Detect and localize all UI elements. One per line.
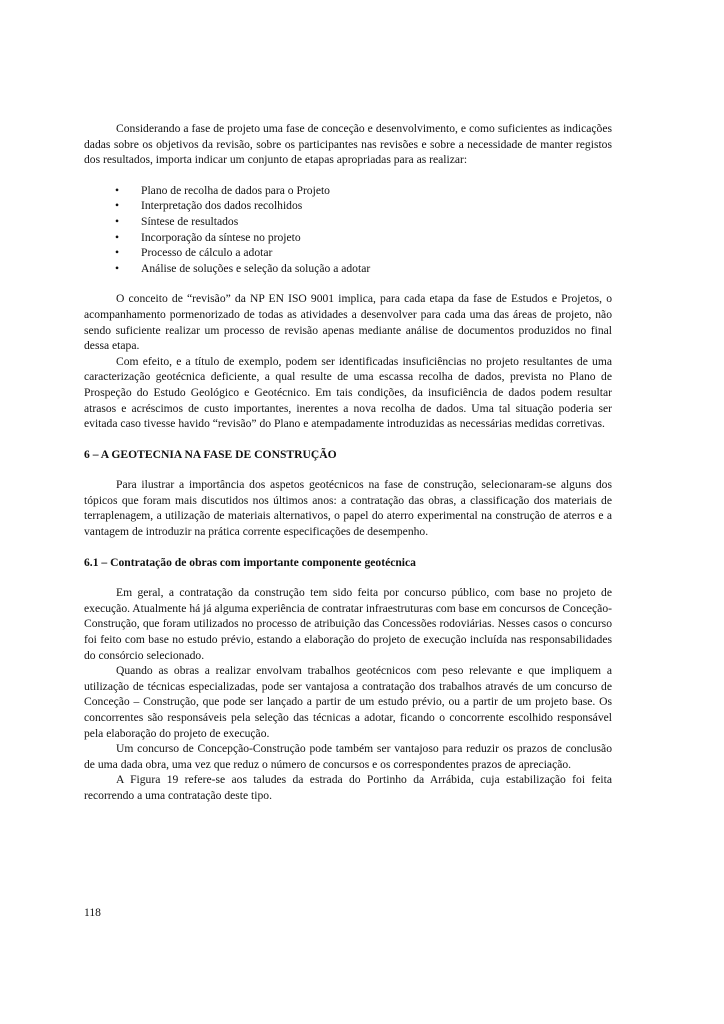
bullet-icon: • (115, 246, 120, 260)
body-paragraph: Com efeito, e a título de exemplo, podem ser identificadas insuficiências no projeto resultantes de uma caracterização geotécnica deficiente, a qual resulte de uma escassa recolha de dados, prevista no Plano de Prospeção do Estudo Geológico e Geotécnico. Em tais condições, da insuficiência de dados podem resultar atrasos e acréscimos de custo importantes, inerentes a nova recolha de dados. Uma tal situação poderia ser evitada caso tivesse havido “revisão” do Plano e atempadamente introduzidas as necessárias medidas corretivas. (84, 354, 612, 431)
list-item (84, 183, 612, 199)
page-body (84, 121, 612, 804)
body-paragraph: A Figura 19 refere-se aos taludes da estrada do Portinho da Arrábida, cuja estabilização foi feita recorrendo a uma contratação deste tipo. (84, 773, 612, 802)
page-number: 118 (84, 906, 101, 919)
list-item-text: Incorporação da síntese no projeto (141, 230, 301, 244)
body-paragraph: Um concurso de Concepção-Construção pode também ser vantajoso para reduzir os prazos de conclusão de uma dada obra, uma vez que reduz o número de concursos e os correspondentes prazos de apreciação. (84, 742, 612, 771)
list-item-text: Análise de soluções e seleção da solução a adotar (141, 261, 371, 275)
section-heading: 6 – A GEOTECNIA NA FASE DE CONSTRUÇÃO (84, 447, 337, 461)
list-item (84, 245, 612, 261)
bullet-icon: • (115, 199, 120, 213)
intro-paragraph: Considerando a fase de projeto uma fase de conceção e desenvolvimento, e como suficientes as indicações dadas sobre os objetivos da revisão, sobre os participantes nas revisões e sobre a necessidade de manter registos dos resultados, importa indicar um conjunto de etapas apropriadas para as realizar: (84, 122, 612, 167)
list-item-text: Síntese de resultados (141, 214, 239, 228)
bullet-icon: • (115, 230, 120, 244)
list-item (84, 261, 612, 277)
list-item (84, 214, 612, 230)
body-paragraph: O conceito de “revisão” da NP EN ISO 9001 implica, para cada etapa da fase de Estudos e Projetos, o acompanhamento pormenorizado de todas as atividades a desenvolver para cada uma das áreas de projeto, não sendo suficiente realizar um processo de revisão apenas mediante análise de documentos produzidos no final dessa etapa. (84, 292, 612, 353)
bullet-icon: • (115, 214, 120, 228)
list-item-text: Processo de cálculo a adotar (141, 246, 273, 260)
list-item-text: Plano de recolha de dados para o Projeto (141, 183, 330, 197)
subsection-heading: 6.1 – Contratação de obras com importante componente geotécnica (84, 555, 416, 569)
bullet-icon: • (115, 261, 120, 275)
body-paragraph: Para ilustrar a importância dos aspetos geotécnicos na fase de construção, selecionaram-se alguns dos tópicos que foram mais discutidos nos últimos anos: a contratação das obras, a classificação dos materiais de terraplenagem, a utilização de materiais alternativos, o papel do aterro experimental na construção de aterros e a vantagem de introduzir na prática corrente especificações de desempenho. (84, 478, 612, 539)
bullet-icon: • (115, 183, 120, 197)
body-paragraph: Em geral, a contratação da construção tem sido feita por concurso público, com base no projeto de execução. Atualmente há já alguma experiência de contratar infraestruturas com base em concursos de Conceção-Construção, que foram utilizados no processo de atribuição das Concessões rodoviárias. Nesses casos o concurso foi feito com base no estudo prévio, estando a elaboração do projeto de execução incluída nas responsabilidades do consórcio selecionado. (84, 586, 612, 662)
list-item (84, 230, 612, 246)
body-paragraph: Quando as obras a realizar envolvam trabalhos geotécnicos com peso relevante e que impliquem a utilização de técnicas especializadas, pode ser vantajosa a contratação dos trabalhos através de um concurso de Conceção – Construção, que pode ser lançado a partir de um estudo prévio, ou a partir de um projeto base. Os concorrentes são responsáveis pela seleção das técnicas a adotar, ficando o concorrente escolhido responsável pela elaboração do projeto de execução. (84, 664, 612, 740)
review-steps-list (84, 183, 612, 277)
list-item (84, 198, 612, 214)
list-item-text: Interpretação dos dados recolhidos (141, 199, 303, 213)
